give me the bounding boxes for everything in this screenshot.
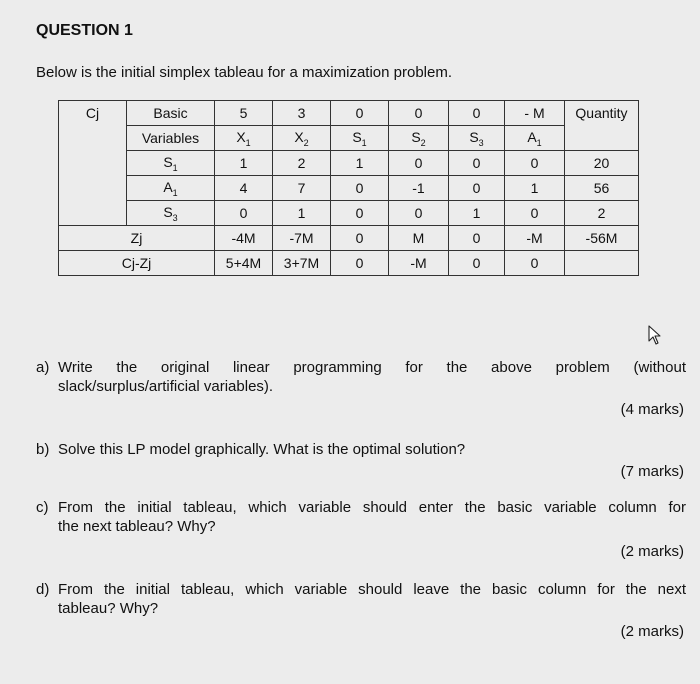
zj-cell: -M	[505, 226, 565, 251]
variable-header	[331, 126, 389, 151]
question-text	[58, 498, 686, 536]
marks-label: (4 marks)	[620, 401, 684, 418]
question-line: From the initial tableau, which variable should enter the basic variable column for	[58, 499, 686, 516]
coefficient-cell: 7	[273, 176, 331, 201]
question-text	[58, 358, 686, 396]
cj-zj-cell: 0	[331, 251, 389, 276]
zj-row	[59, 226, 639, 251]
cj-zj-quantity-blank	[565, 251, 639, 276]
cj-zj-cell: -M	[389, 251, 449, 276]
basic-header: Basic	[127, 101, 215, 126]
question-label: c)	[36, 499, 49, 516]
quantity-cell: 20	[565, 151, 639, 176]
mouse-pointer-icon	[648, 325, 664, 345]
coefficient-cell: 0	[505, 201, 565, 226]
var-base: S	[352, 128, 362, 145]
var-subscript: 1	[245, 137, 251, 148]
cj-blank	[59, 126, 127, 151]
coefficient-cell: 0	[449, 176, 505, 201]
simplex-tableau	[58, 100, 639, 276]
var-subscript: 1	[361, 137, 367, 148]
question-label: d)	[36, 581, 50, 598]
var-subscript: 1	[536, 137, 542, 148]
var-subscript: 2	[420, 137, 426, 148]
coefficient-cell: 4	[215, 176, 273, 201]
zj-quantity: -56M	[565, 226, 639, 251]
coefficient-cell: 1	[215, 151, 273, 176]
basic-variable	[127, 176, 215, 201]
objective-coefficient: - M	[505, 101, 565, 126]
question-title: QUESTION 1	[36, 22, 133, 39]
zj-cell: M	[389, 226, 449, 251]
cj-zj-row	[59, 251, 639, 276]
var-base: S	[163, 153, 173, 170]
var-base: A	[527, 128, 537, 145]
cj-zj-label: Cj-Zj	[59, 251, 215, 276]
quantity-header: Quantity	[565, 101, 639, 126]
var-subscript: 3	[478, 137, 484, 148]
quantity-cell: 2	[565, 201, 639, 226]
coefficient-cell: 0	[215, 201, 273, 226]
coefficient-cell: 0	[389, 151, 449, 176]
objective-coefficient: 5	[215, 101, 273, 126]
constraint-row	[59, 201, 639, 226]
constraint-row	[59, 151, 639, 176]
cj-zj-cell: 3+7M	[273, 251, 331, 276]
tableau-header-row-2	[59, 126, 639, 151]
zj-cell: 0	[449, 226, 505, 251]
var-base: S	[411, 128, 421, 145]
var-base: S	[163, 203, 173, 220]
cj-zj-cell: 0	[449, 251, 505, 276]
variables-header: Variables	[127, 126, 215, 151]
cj-zj-cell: 0	[505, 251, 565, 276]
var-base: X	[294, 128, 304, 145]
question-line: Solve this LP model graphically. What is the optimal solution?	[58, 441, 466, 458]
question-line: the next tableau? Why?	[58, 518, 216, 535]
question-text	[58, 440, 686, 459]
cj-blank	[59, 151, 127, 176]
coefficient-cell: 1	[449, 201, 505, 226]
variable-header	[505, 126, 565, 151]
objective-coefficient: 0	[331, 101, 389, 126]
tableau-header-row-1	[59, 101, 639, 126]
marks-label: (2 marks)	[620, 623, 684, 640]
marks-label: (7 marks)	[620, 463, 684, 480]
coefficient-cell: 0	[389, 201, 449, 226]
zj-label: Zj	[59, 226, 215, 251]
variable-header	[215, 126, 273, 151]
objective-coefficient: 0	[449, 101, 505, 126]
constraint-row	[59, 176, 639, 201]
objective-coefficient: 0	[389, 101, 449, 126]
question-line: slack/surplus/artificial variables).	[58, 378, 274, 395]
quantity-blank	[565, 126, 639, 151]
question-text	[58, 580, 686, 618]
var-base: X	[236, 128, 246, 145]
var-subscript: 2	[303, 137, 309, 148]
coefficient-cell: 0	[505, 151, 565, 176]
var-base: A	[163, 178, 173, 195]
coefficient-cell: 1	[331, 151, 389, 176]
question-label: a)	[36, 359, 50, 376]
quantity-cell: 56	[565, 176, 639, 201]
cj-zj-cell: 5+4M	[215, 251, 273, 276]
question-line: From the initial tableau, which variable should leave the basic column for the next	[58, 581, 686, 598]
coefficient-cell: 0	[331, 201, 389, 226]
marks-label: (2 marks)	[620, 543, 684, 560]
var-subscript: 1	[172, 162, 178, 173]
coefficient-cell: 2	[273, 151, 331, 176]
zj-cell: -7M	[273, 226, 331, 251]
question-line: tableau? Why?	[58, 600, 159, 617]
variable-header	[389, 126, 449, 151]
variable-header	[273, 126, 331, 151]
zj-cell: 0	[331, 226, 389, 251]
basic-variable	[127, 151, 215, 176]
question-line: Write the original linear programming for the above problem (without	[58, 359, 686, 376]
var-base: S	[469, 128, 479, 145]
intro-text: Below is the initial simplex tableau for a maximization problem.	[36, 64, 453, 81]
var-subscript: 1	[172, 187, 178, 198]
question-label: b)	[36, 441, 50, 458]
coefficient-cell: -1	[389, 176, 449, 201]
var-subscript: 3	[172, 212, 178, 223]
coefficient-cell: 1	[505, 176, 565, 201]
basic-variable	[127, 201, 215, 226]
zj-cell: -4M	[215, 226, 273, 251]
coefficient-cell: 0	[331, 176, 389, 201]
cj-blank	[59, 201, 127, 226]
coefficient-cell: 1	[273, 201, 331, 226]
variable-header	[449, 126, 505, 151]
objective-coefficient: 3	[273, 101, 331, 126]
cj-header: Cj	[59, 101, 127, 126]
coefficient-cell: 0	[449, 151, 505, 176]
cj-blank	[59, 176, 127, 201]
